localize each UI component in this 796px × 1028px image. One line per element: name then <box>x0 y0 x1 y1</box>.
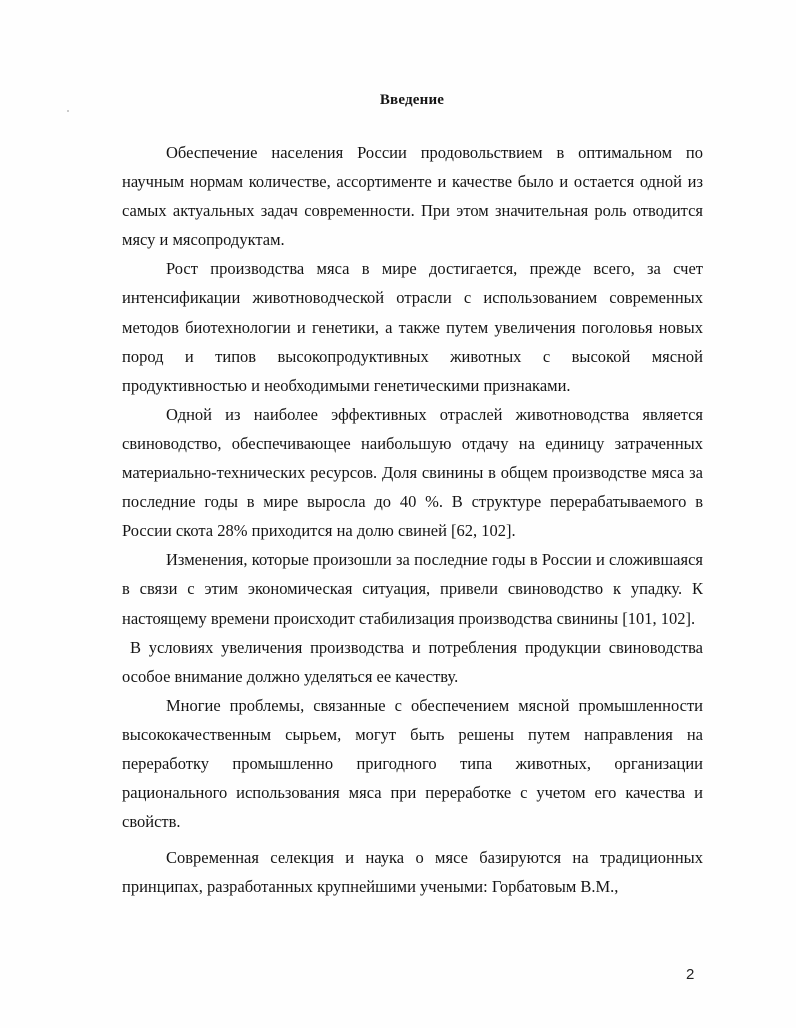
scan-speck <box>67 110 69 112</box>
page-number: 2 <box>686 966 695 983</box>
paragraph-3: Одной из наиболее эффективных отраслей животноводства является свиноводство, обеспечивающее наибольшую отдачу на единицу затраченных материально-технических ресурсов. Доля свинины в общем производстве мяса за последние годы в мире выросла до 40 %. В структуре перерабатываемого в России скота 28% приходится на долю свиней [62, 102]. <box>122 404 703 541</box>
paragraph-1: Обеспечение населения России продовольствием в оптимальном по научным нормам количестве, ассортименте и качестве было и остается одной из самых актуальных задач современности. При этом значительная роль отводится мясу и мясопродуктам. <box>122 143 703 250</box>
body-text <box>122 138 703 901</box>
paragraph-2: Рост производства мяса в мире достигается, прежде всего, за счет интенсификации животноводческой отрасли с использованием современных методов биотехнологии и генетики, а также путем увеличения поголовья новых пород и типов высокопродуктивных животных с высокой мясной продуктивностью и необходимыми генетическими признаками. <box>122 259 703 395</box>
paragraph-6: Многие проблемы, связанные с обеспечением мясной промышленности высококачественным сырьем, могут быть решены путем направления на переработку промышленно пригодного типа животных, организации рационального использования мяса при переработке с учетом его качества и свойств. <box>122 695 703 832</box>
paragraph-7: Современная селекция и наука о мясе базируются на традиционных принципах, разработанных крупнейшими учеными: Горбатовым В.М., <box>122 848 703 897</box>
paragraph-5: В условиях увеличения производства и потребления продукции свиноводства особое внимание должно уделяться ее качеству. <box>122 637 703 686</box>
paragraph-4: Изменения, которые произошли за последние годы в России и сложившаяся в связи с этим экономическая ситуация, привели свиноводство к упадку. К настоящему времени происходит стабилизация производства свинины [101, 102]. <box>122 550 703 628</box>
section-title: Введение <box>379 92 445 108</box>
